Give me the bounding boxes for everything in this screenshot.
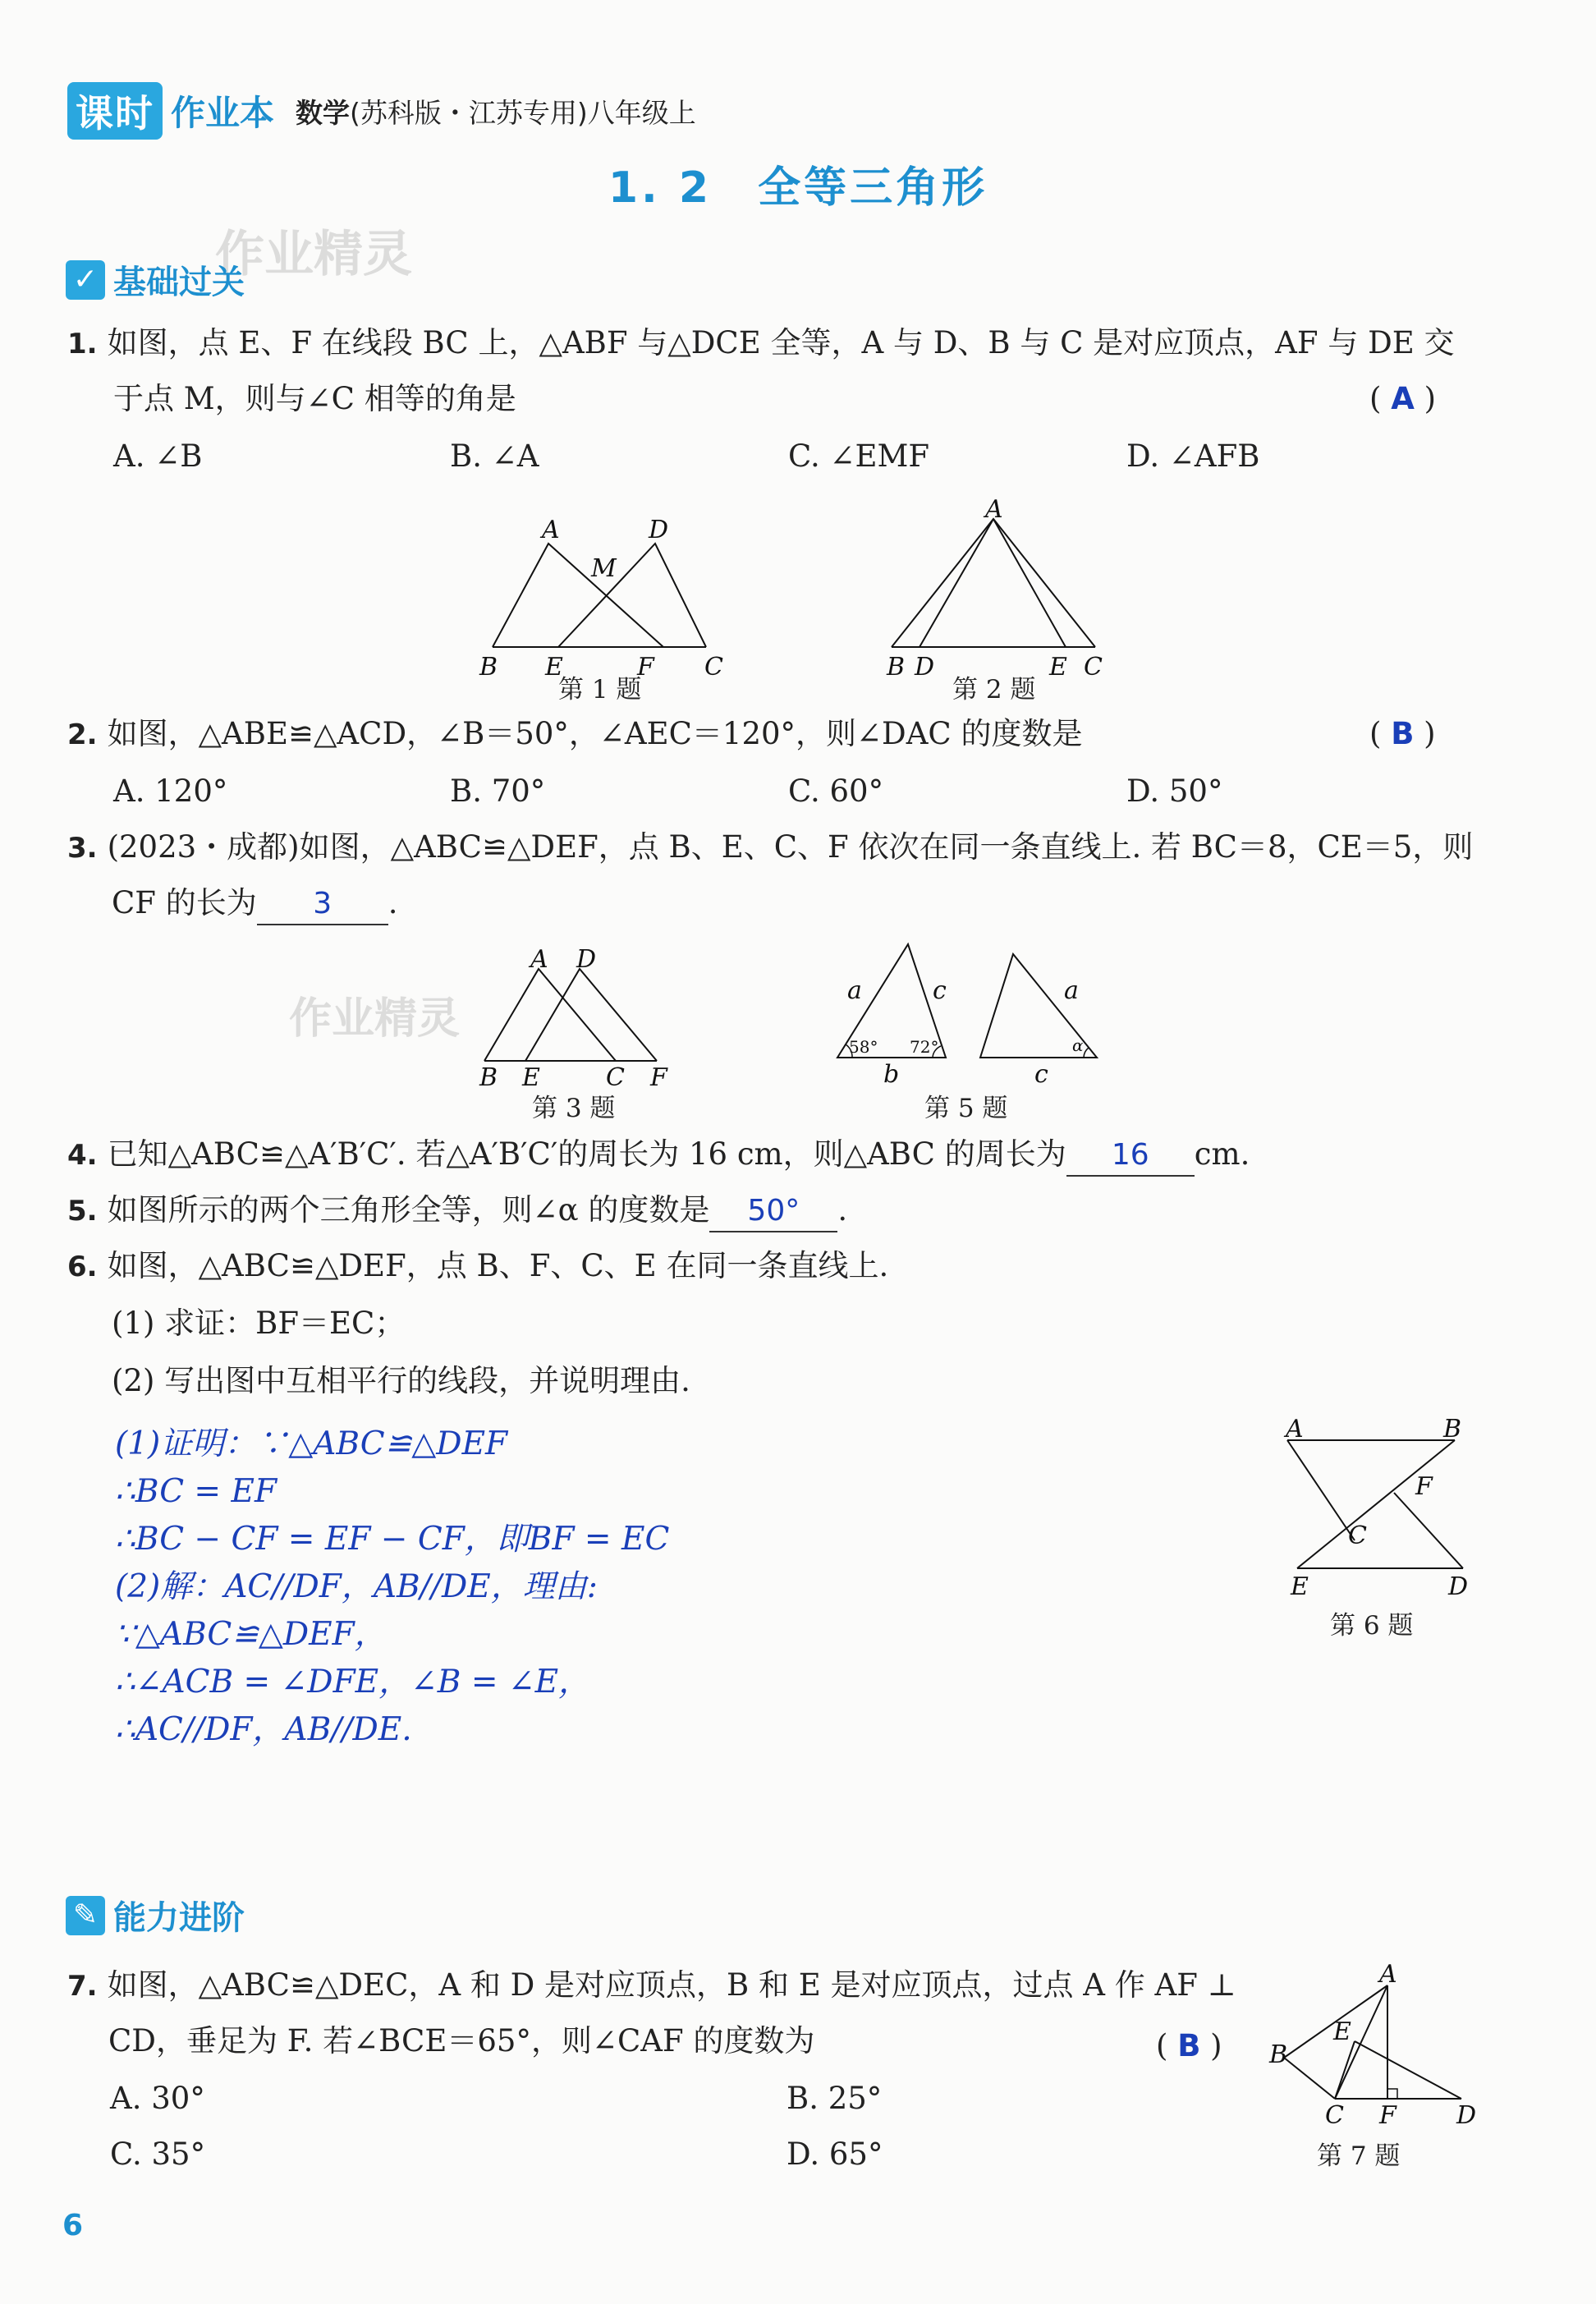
question-2-line1: 2. 如图，△ABE≌△ACD，∠B＝50°，∠AEC＝120°，则∠DAC 的度数是: [67, 716, 1083, 751]
question-3-line2: CF 的长为 3 .: [112, 885, 398, 925]
figure-3-caption: 第 3 题: [532, 1094, 616, 1123]
label-E: E: [522, 1063, 540, 1092]
section-badge-basic: ✓ 基础过关: [66, 256, 245, 303]
q1-option-c: C. ∠EMF: [788, 438, 930, 474]
label-C: C: [1325, 2101, 1344, 2130]
logo: 课时: [67, 82, 163, 140]
question-1-line2: 于点 M，则与∠C 相等的角是: [113, 381, 516, 416]
label-D: D: [649, 516, 669, 544]
q1-option-b: B. ∠A: [450, 438, 539, 474]
label-D: D: [1448, 1572, 1469, 1601]
question-4: 4. 已知△ABC≌△A′B′C′. 若△A′B′C′的周长为 16 cm，则△ABC 的周长为 16 cm.: [67, 1136, 1250, 1177]
label-alpha: α: [1072, 1035, 1084, 1055]
label-F: F: [1415, 1472, 1433, 1501]
label-E: E: [1049, 653, 1067, 682]
label-A: A: [542, 516, 560, 544]
q2-option-b: B. 70°: [450, 773, 546, 809]
q3-answer-blank: 3: [257, 889, 388, 925]
question-2-answer: ( B ): [1369, 716, 1436, 751]
label-B: B: [1269, 2040, 1288, 2069]
figure-6-caption: 第 6 题: [1330, 1611, 1414, 1641]
q7-option-c: C. 35°: [110, 2136, 206, 2172]
figure-1-caption: 第 1 题: [558, 675, 642, 705]
label-B: B: [479, 1063, 498, 1092]
check-icon: ✓: [66, 260, 105, 300]
label-c-2: c: [1034, 1060, 1048, 1084]
question-1-line1: 1. 如图，点 E、F 在线段 BC 上，△ABF 与△DCE 全等，A 与 D、B 与 C 是对应顶点，AF 与 DE 交: [67, 325, 1455, 360]
question-1-answer: ( A ): [1369, 381, 1437, 416]
figure-7: [1256, 1962, 1478, 2135]
label-D: D: [576, 945, 597, 974]
figure-6: [1273, 1412, 1494, 1601]
label-a: a: [847, 976, 862, 1005]
question-5: 5. 如图所示的两个三角形全等，则∠α 的度数是 50° .: [67, 1192, 847, 1232]
figure-5-caption: 第 5 题: [924, 1094, 1008, 1123]
question-7-answer: ( B ): [1156, 2028, 1222, 2063]
question-3-line1: 3. (2023・成都)如图，△ABC≌△DEF，点 B、E、C、F 依次在同一条直线上. 若 BC＝8，CE＝5，则: [67, 829, 1474, 865]
section-badge-advanced: ✎ 能力进阶: [66, 1892, 245, 1939]
q6-solution: [115, 1425, 669, 1759]
label-F: F: [1379, 2101, 1396, 2130]
label-E: E: [1291, 1572, 1309, 1601]
angle-58: 58°: [849, 1037, 878, 1057]
label-M: M: [591, 554, 617, 583]
header-subtitle: 数学(苏科版・江苏专用)八年级上: [296, 96, 696, 129]
watermark-2: 作业精灵: [289, 994, 461, 1044]
label-C: C: [606, 1063, 625, 1092]
question-6-sub1: (1) 求证：BF＝EC；: [112, 1306, 406, 1341]
question-7-line1: 7. 如图，△ABC≌△DEC，A 和 D 是对应顶点，B 和 E 是对应顶点，过点 A 作 AF ⊥: [67, 1967, 1236, 2003]
label-C: C: [1348, 1521, 1367, 1550]
header: [67, 82, 696, 140]
solution-line: (1)证明：∵△ABC≌△DEF: [115, 1425, 508, 1462]
figure-7-caption: 第 7 题: [1317, 2141, 1401, 2171]
watermark: 作业精灵: [215, 226, 412, 283]
solution-line: ∴∠ACB = ∠DFE，∠B = ∠E，: [115, 1664, 591, 1700]
q5-answer-blank: 50°: [709, 1196, 837, 1232]
solution-line: ∴BC = EF: [115, 1473, 277, 1510]
label-E: E: [545, 653, 563, 682]
label-A: A: [530, 945, 548, 974]
figure-2-caption: 第 2 题: [952, 675, 1036, 705]
label-F: F: [650, 1063, 667, 1092]
label-A: A: [985, 495, 1003, 524]
q1-option-d: D. ∠AFB: [1126, 438, 1260, 474]
figure-3: [468, 944, 698, 1092]
logo-text: 作业本: [171, 93, 275, 133]
pencil-icon: ✎: [66, 1896, 105, 1935]
label-a-2: a: [1064, 976, 1079, 1005]
question-6-line1: 6. 如图，△ABC≌△DEF，点 B、F、C、E 在同一条直线上.: [67, 1248, 889, 1283]
q7-option-b: B. 25°: [787, 2081, 883, 2116]
label-A: A: [1379, 1962, 1397, 1989]
q2-option-c: C. 60°: [788, 773, 884, 809]
q2-option-a: A. 120°: [113, 773, 228, 809]
q7-option-a: A. 30°: [110, 2081, 205, 2116]
figure-5: [829, 936, 1108, 1084]
label-D: D: [915, 653, 935, 682]
label-B: B: [887, 653, 906, 682]
q4-answer-blank: 16: [1066, 1141, 1195, 1177]
label-B: B: [479, 653, 498, 682]
label-F: F: [637, 653, 654, 682]
page-number: 6: [62, 2209, 84, 2242]
label-B: B: [1443, 1415, 1462, 1443]
q1-option-a: A. ∠B: [113, 438, 203, 474]
solution-line: ∴BC − CF = EF − CF，即BF = EC: [115, 1521, 670, 1558]
solution-line: ∵△ABC≌△DEF，: [115, 1616, 387, 1653]
label-C: C: [1084, 653, 1103, 682]
angle-72: 72°: [910, 1037, 939, 1057]
solution-line: (2)解：AC//DF，AB//DE，理由:: [115, 1568, 598, 1605]
solution-line: ∴AC//DF，AB//DE.: [115, 1711, 412, 1748]
section-title: 1. 2 全等三角形: [608, 163, 988, 213]
q2-option-d: D. 50°: [1126, 773, 1223, 809]
question-6-sub2: (2) 写出图中互相平行的线段，并说明理由.: [112, 1363, 690, 1398]
label-A: A: [1286, 1415, 1304, 1443]
label-b: b: [883, 1060, 900, 1084]
label-E: E: [1333, 2017, 1351, 2046]
label-c: c: [933, 976, 947, 1005]
label-D: D: [1456, 2101, 1477, 2130]
label-C: C: [704, 653, 723, 682]
q7-option-d: D. 65°: [787, 2136, 883, 2172]
question-7-line2: CD，垂足为 F. 若∠BCE＝65°，则∠CAF 的度数为: [108, 2023, 815, 2058]
